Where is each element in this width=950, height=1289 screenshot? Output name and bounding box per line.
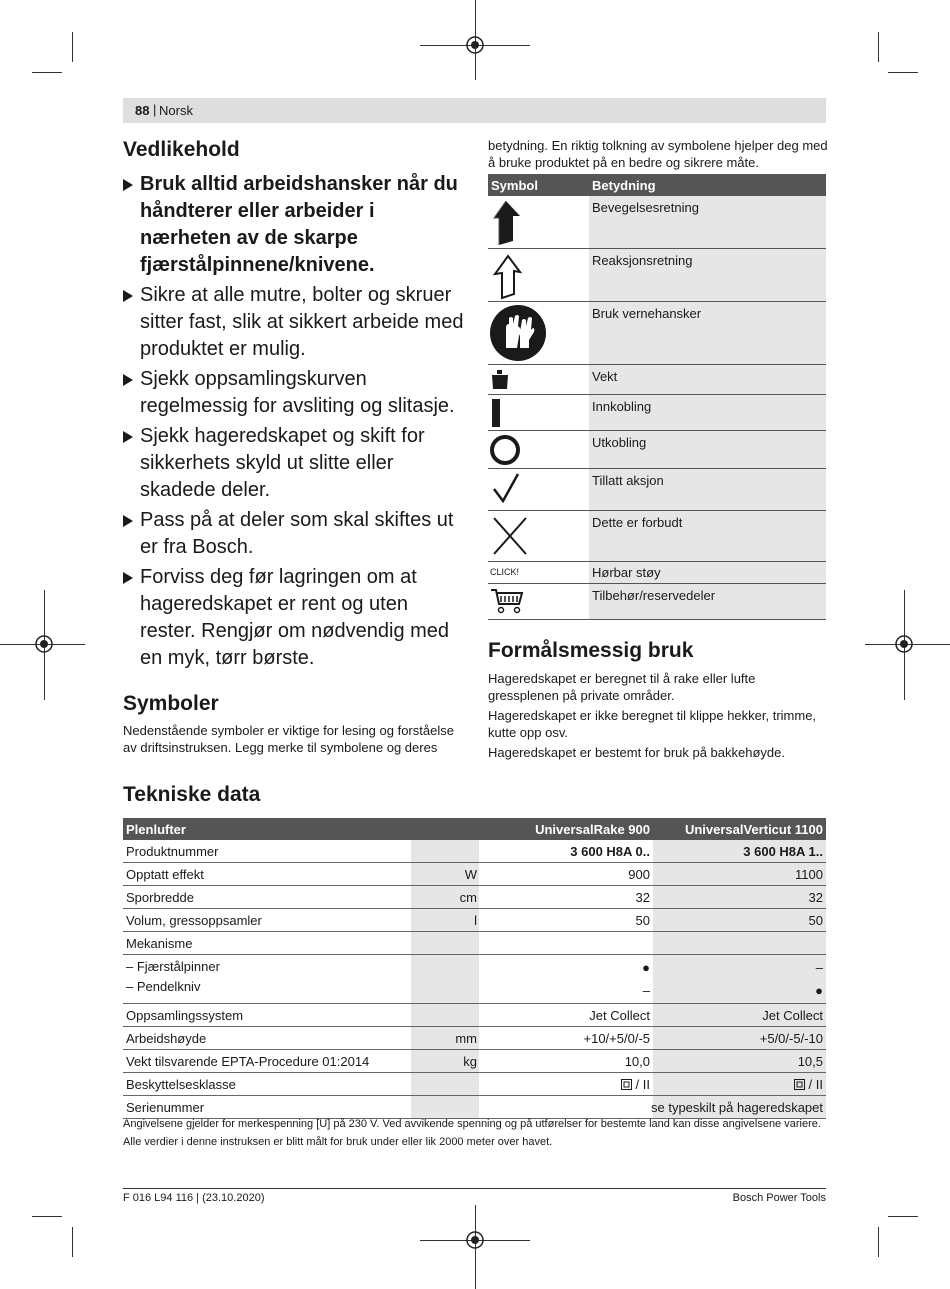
registration-mark-icon — [33, 633, 55, 655]
symbol-meaning: Innkobling — [592, 399, 652, 414]
paragraph: Hageredskapet er ikke beregnet til klippe hekker, trimme, kutte opp osv. — [488, 708, 817, 740]
registration-mark-icon — [464, 1229, 486, 1251]
footer-rule — [123, 1188, 826, 1189]
paragraph: Hageredskapet er bestemt for bruk på bakkehøyde. — [488, 745, 785, 760]
table-row: Mekanisme — [123, 932, 826, 955]
paragraph: Hageredskapet er beregnet til å rake eller lufte gressplenen på private områder. — [488, 671, 756, 703]
gloves-icon — [489, 304, 547, 362]
technical-title: Tekniske data — [123, 783, 261, 806]
symbol-meaning: Reaksjonsretning — [592, 253, 693, 268]
table-row — [488, 302, 826, 365]
symbols-title: Symboler — [123, 692, 219, 715]
table-row — [488, 395, 826, 431]
symbol-meaning: Bevegelsesretning — [592, 200, 699, 215]
table-row: Opptatt effekt W 900 1100 — [123, 863, 826, 886]
registration-mark-icon — [893, 633, 915, 655]
symbol-meaning: Hørbar støy — [592, 565, 661, 580]
switch-off-icon — [489, 433, 523, 467]
header-separator: | — [153, 102, 157, 117]
table-row: – Fjærstålpinner – Pendelkniv ● – – ● — [123, 955, 826, 1004]
crop-mark — [72, 32, 73, 62]
bullet-triangle-icon — [123, 179, 133, 191]
symbols-table — [488, 174, 826, 620]
col-symbol: Symbol — [491, 178, 538, 193]
list-item: Pass på at deler som skal skiftes ut er fra Bosch. — [123, 507, 468, 561]
page-number: 88 — [135, 103, 150, 118]
maintenance-title: Vedlikehold — [123, 138, 240, 161]
click-icon: CLICK! — [490, 567, 520, 577]
crop-mark — [32, 72, 62, 73]
note: Angivelsene gjelder for merkespenning [U] på 230 V. Ved avvikende spenning og på utførelser for bestemte land kan disse angivelsene variere. — [123, 1118, 821, 1130]
symbol-meaning: Dette er forbudt — [592, 515, 683, 530]
symbols-intro: Nedenstående symboler er viktige for lesing og forståelse av driftsinstruksen. Legg merke til symbolene og deres — [123, 723, 454, 755]
intended-use-text — [488, 670, 828, 761]
table-row: Vekt tilsvarende EPTA-Procedure 01:2014 kg 10,0 10,5 — [123, 1050, 826, 1073]
list-item: Bruk alltid arbeidshansker når du håndterer eller arbeider i nærheten av de skarpe fjærstålpinnene/knivene. — [123, 171, 468, 279]
checkmark-icon — [490, 471, 524, 507]
protection-class-icon — [621, 1079, 632, 1090]
crop-mark — [878, 1227, 879, 1257]
symbols-table-header — [488, 174, 826, 196]
table-row: Oppsamlingssystem Jet Collect Jet Collect — [123, 1004, 826, 1027]
bullet-triangle-icon — [123, 572, 133, 584]
table-header — [123, 818, 826, 840]
col-meaning: Betydning — [592, 178, 656, 193]
list-item: Sjekk hageredskapet og skift for sikkerhets skyld ut slitte eller skadede deler. — [123, 423, 468, 504]
cross-icon — [490, 514, 530, 558]
note: Alle verdier i denne instruksen er blitt målt for bruk under eller lik 2000 meter over havet. — [123, 1136, 553, 1148]
table-row — [488, 562, 826, 584]
table-row: Arbeidshøyde mm +10/+5/0/-5 +5/0/-5/-10 — [123, 1027, 826, 1050]
bullet-triangle-icon — [123, 431, 133, 443]
weight-icon — [490, 369, 510, 391]
footer-brand: Bosch Power Tools — [732, 1192, 826, 1204]
protection-class-icon — [794, 1079, 805, 1090]
movement-arrow-icon — [490, 199, 526, 247]
crop-mark — [888, 72, 918, 73]
symbol-meaning: Tilbehør/reservedeler — [592, 588, 716, 603]
table-row — [488, 249, 826, 302]
registration-mark-icon — [464, 34, 486, 56]
crop-mark — [72, 1227, 73, 1257]
symbols-intro-continued: betydning. En riktig tolkning av symbolene hjelper deg med å bruke produktet på en bedre og sikrere måte. — [488, 138, 828, 170]
symbol-meaning: Tillatt aksjon — [592, 473, 664, 488]
list-item: Sikre at alle mutre, bolter og skruer sitter fast, slik at sikkert arbeide med produktet er mulig. — [123, 282, 468, 363]
list-item: Sjekk oppsamlingskurven regelmessig for avsliting og slitasje. — [123, 366, 468, 420]
header-cell: Plenlufter — [126, 822, 186, 837]
technical-table — [123, 818, 826, 1119]
symbol-meaning: Utkobling — [592, 435, 647, 450]
table-row — [488, 469, 826, 511]
reaction-arrow-icon — [490, 252, 526, 300]
footer-doc-code: F 016 L94 116 | (23.10.2020) — [123, 1192, 265, 1204]
symbol-meaning: Bruk vernehansker — [592, 306, 702, 321]
header-cell: UniversalVerticut 1100 — [684, 822, 823, 837]
bullet-triangle-icon — [123, 374, 133, 386]
table-row — [488, 511, 826, 562]
header-language: Norsk — [159, 103, 193, 118]
crop-mark — [32, 1216, 62, 1217]
table-row: Beskyttelsesklasse / II / II — [123, 1073, 826, 1096]
table-row — [488, 431, 826, 469]
table-row — [488, 196, 826, 249]
table-row — [488, 584, 826, 620]
table-row — [488, 365, 826, 395]
technical-notes — [123, 1115, 833, 1151]
crop-mark — [888, 1216, 918, 1217]
switch-on-icon — [490, 397, 504, 429]
maintenance-list — [123, 171, 468, 675]
crop-mark — [878, 32, 879, 62]
table-row: Serienummer se typeskilt på hageredskapet — [123, 1096, 826, 1119]
cart-icon — [489, 586, 525, 616]
header-cell: UniversalRake 900 — [535, 822, 650, 837]
table-row: Sporbredde cm 32 32 — [123, 886, 826, 909]
list-item: Forviss deg før lagringen om at hageredskapet er rent og uten rester. Rengjør om nødvendig med en myk, tørr børste. — [123, 564, 468, 672]
bullet-triangle-icon — [123, 515, 133, 527]
bullet-triangle-icon — [123, 290, 133, 302]
symbol-meaning: Vekt — [592, 369, 618, 384]
page-header — [123, 98, 826, 123]
intended-use-title: Formålsmessig bruk — [488, 639, 694, 662]
table-row: Produktnummer 3 600 H8A 0.. 3 600 H8A 1.. — [123, 840, 826, 863]
table-row: Volum, gressoppsamler l 50 50 — [123, 909, 826, 932]
